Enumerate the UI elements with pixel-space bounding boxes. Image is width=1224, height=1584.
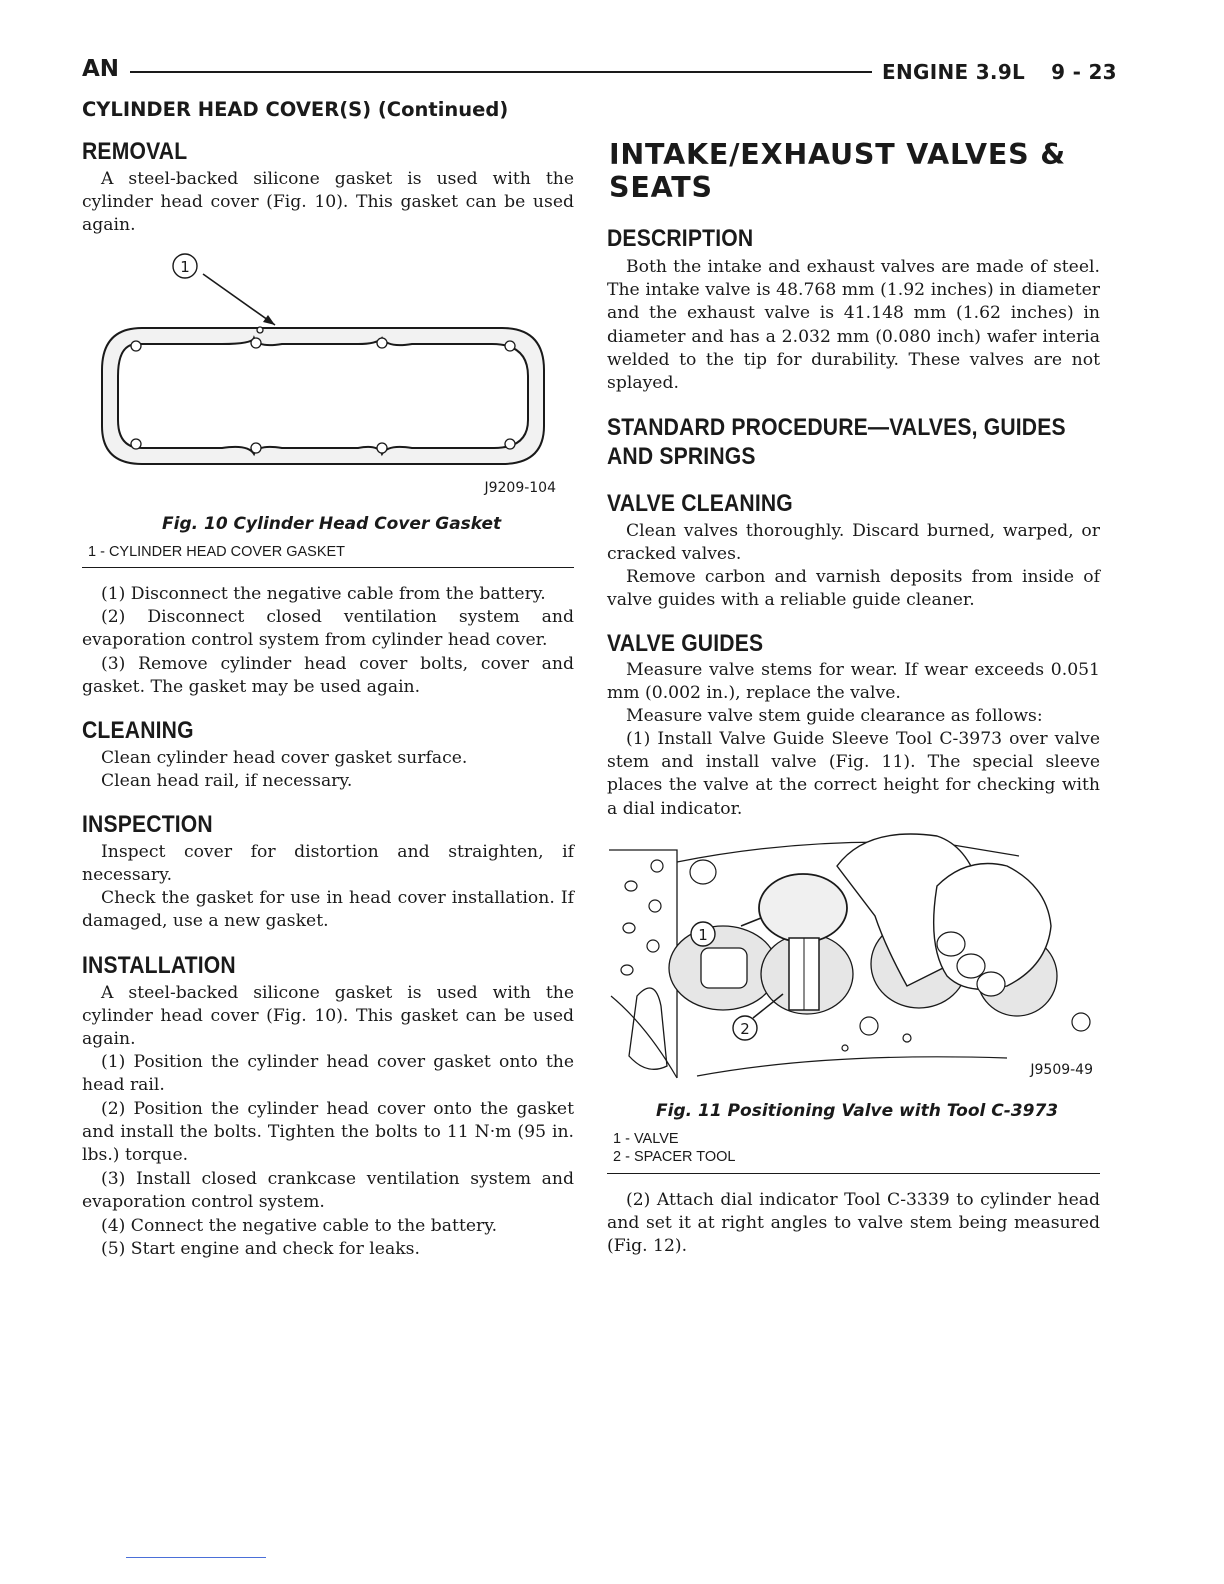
inspection-line-2: Check the gasket for use in head cover installation. If damaged, use a new gasket. bbox=[82, 888, 574, 932]
valve-guides-line-3: (1) Install Valve Guide Sleeve Tool C-3973 over valve stem and install valve (Fig. 11). The special sleeve places the valve at the correct height for checking with a dial indicator. bbox=[607, 729, 1100, 819]
dial-indicator-step: (2) Attach dial indicator Tool C-3339 to cylinder head and set it at right angles to valve stem being measured (Fig. 12). bbox=[607, 1190, 1100, 1257]
valve-cleaning-heading: VALVE CLEANING bbox=[607, 490, 793, 517]
removal-heading: REMOVAL bbox=[82, 138, 188, 165]
removal-step-3: (3) Remove cylinder head cover bolts, cover and gasket. The gasket may be used again. bbox=[82, 654, 574, 698]
valve-guides-heading: VALVE GUIDES bbox=[607, 630, 764, 657]
gasket-inner-edge bbox=[118, 338, 528, 454]
running-header bbox=[882, 60, 1117, 84]
valves-main-heading-1: INTAKE/EXHAUST VALVES & bbox=[609, 138, 1066, 171]
inspection-heading: INSPECTION bbox=[82, 811, 213, 838]
figure-11-rule bbox=[607, 1173, 1100, 1174]
installation-step-3: (3) Install closed crankcase ventilation system and evaporation control system. bbox=[82, 1169, 574, 1213]
callout-leader bbox=[203, 274, 275, 325]
valve-cleaning-line-1: Clean valves thoroughly. Discard burned, warped, or cracked valves. bbox=[607, 521, 1100, 565]
installation-step-2: (2) Position the cylinder head cover onto the gasket and install the bolts. Tighten the bolts to 11 N·m (95 in. lbs.) torque. bbox=[82, 1099, 574, 1166]
installation-heading: INSTALLATION bbox=[82, 952, 236, 979]
figure-11-legend-1: 1 - VALVE bbox=[613, 1131, 679, 1147]
standard-procedure-heading-1: STANDARD PROCEDURE—VALVES, GUIDES bbox=[607, 414, 1066, 441]
removal-step-2: (2) Disconnect closed ventilation system and evaporation control system from cylinder head cover. bbox=[82, 607, 574, 651]
callout-arrowhead bbox=[263, 315, 275, 325]
continued-title: CYLINDER HEAD COVER(S) (Continued) bbox=[82, 98, 509, 121]
cleaning-line-2: Clean head rail, if necessary. bbox=[101, 771, 353, 791]
figure-code: J9209-104 bbox=[484, 480, 556, 496]
removal-intro: A steel-backed silicone gasket is used with the cylinder head cover (Fig. 10). This gasket can be used again. bbox=[82, 169, 574, 236]
description-text: Both the intake and exhaust valves are made of steel. The intake valve is 48.768 mm (1.92 inches) in diameter and the exhaust valve is 41.148 mm (1.62 inches) in diameter and has a 2.032 mm (0.080 inch) wafer interia welded to the tip for durability. These valves are not splayed. bbox=[607, 257, 1100, 394]
figure-10-legend-1: 1 - CYLINDER HEAD COVER GASKET bbox=[88, 544, 346, 560]
installation-intro: A steel-backed silicone gasket is used with the cylinder head cover (Fig. 10). This gasket can be used again. bbox=[82, 983, 574, 1050]
cleaning-line-1: Clean cylinder head cover gasket surface. bbox=[101, 748, 468, 768]
figure-10-rule bbox=[82, 567, 574, 568]
valve-cleaning-line-2: Remove carbon and varnish deposits from inside of valve guides with a reliable guide cleaner. bbox=[607, 567, 1100, 611]
cleaning-heading: CLEANING bbox=[82, 717, 194, 744]
page-number: 9 - 23 bbox=[1051, 60, 1117, 84]
valve-guides-line-1: Measure valve stems for wear. If wear exceeds 0.051 mm (0.002 in.), replace the valve. bbox=[607, 660, 1100, 704]
valves-main-heading-2: SEATS bbox=[609, 171, 713, 204]
installation-step-4: (4) Connect the negative cable to the battery. bbox=[101, 1216, 498, 1236]
gasket-figure bbox=[82, 248, 574, 496]
section-name: ENGINE 3.9L bbox=[882, 60, 1026, 84]
standard-procedure-heading-2: AND SPRINGS bbox=[607, 443, 756, 470]
valve-head bbox=[759, 874, 847, 942]
callout-number-valve: 1 bbox=[698, 926, 708, 944]
header-rule bbox=[130, 71, 872, 73]
removal-step-1: (1) Disconnect the negative cable from the battery. bbox=[101, 584, 546, 604]
figure-10-caption: Fig. 10 Cylinder Head Cover Gasket bbox=[162, 514, 502, 534]
figure-11-code: J9509-49 bbox=[1030, 1062, 1093, 1078]
valve-guides-line-2: Measure valve stem guide clearance as follows: bbox=[626, 706, 1043, 726]
callout-number-spacer: 2 bbox=[740, 1020, 750, 1038]
installation-step-1: (1) Position the cylinder head cover gasket onto the head rail. bbox=[82, 1052, 574, 1096]
manual-code: AN bbox=[82, 56, 120, 82]
valve-tool-figure bbox=[607, 826, 1100, 1088]
description-heading: DESCRIPTION bbox=[607, 225, 754, 252]
port-opening bbox=[701, 948, 747, 988]
inspection-line-1: Inspect cover for distortion and straighten, if necessary. bbox=[82, 842, 574, 886]
figure-11-legend-2: 2 - SPACER TOOL bbox=[613, 1149, 736, 1165]
callout-number-1: 1 bbox=[180, 258, 190, 276]
footer-line bbox=[126, 1557, 266, 1558]
figure-11-caption: Fig. 11 Positioning Valve with Tool C-3973 bbox=[656, 1101, 1059, 1121]
installation-step-5: (5) Start engine and check for leaks. bbox=[101, 1239, 420, 1259]
